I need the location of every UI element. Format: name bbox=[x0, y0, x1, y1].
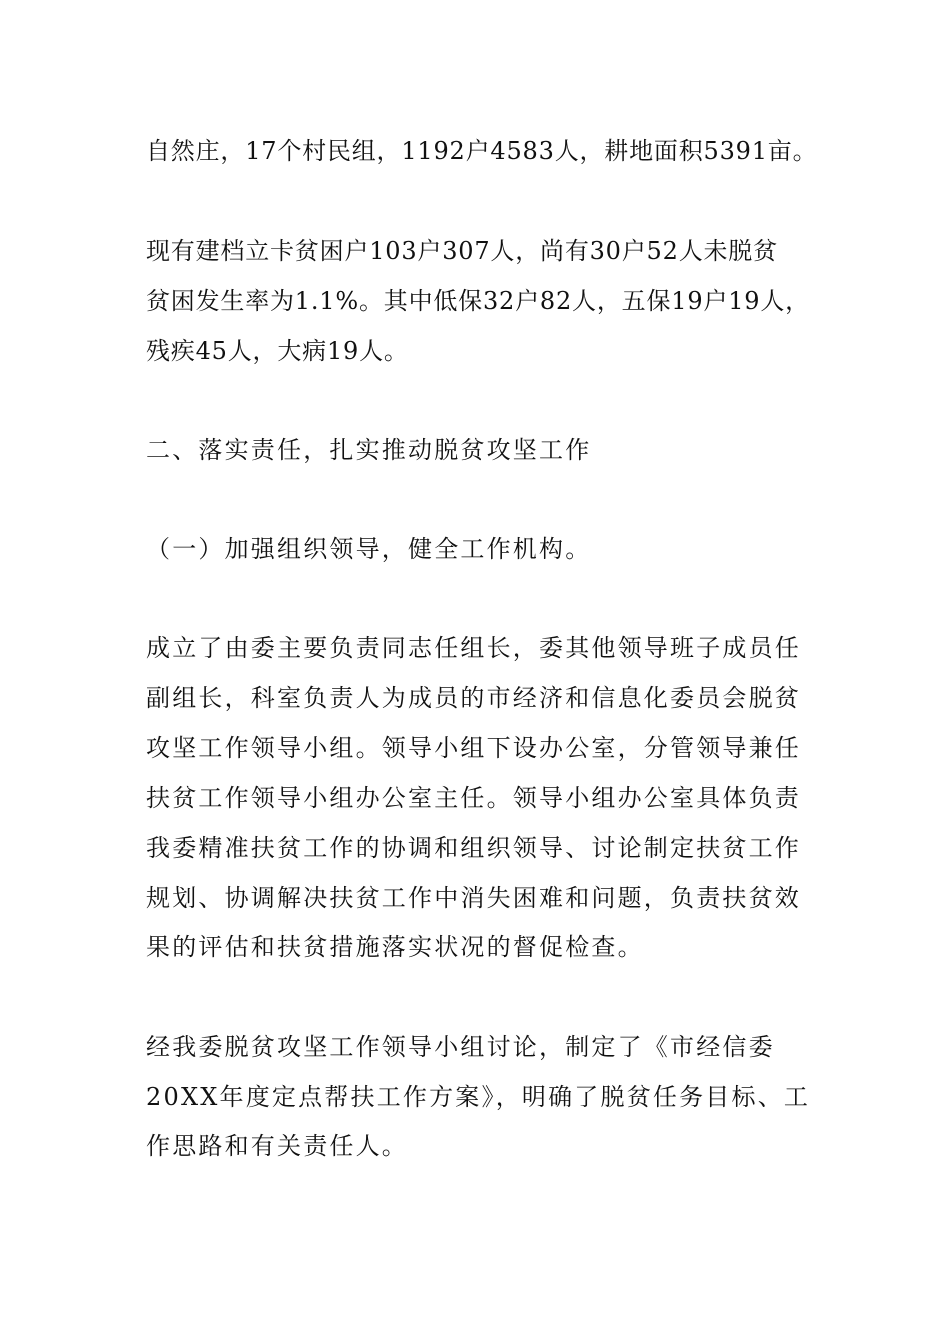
paragraph-6-line-3: 作思路和有关责任人。 bbox=[146, 1132, 408, 1160]
paragraph-5-line-4: 扶贫工作领导小组办公室主任。领导小组办公室具体负责 bbox=[146, 784, 801, 812]
paragraph-5-line-5: 我委精准扶贫工作的协调和组织领导、讨论制定扶贫工作 bbox=[146, 834, 801, 862]
paragraph-6-line-2: 20XX年度定点帮扶工作方案》，明确了脱贫任务目标、工 bbox=[146, 1083, 811, 1111]
paragraph-5-line-6: 规划、协调解决扶贫工作中消失困难和问题，负责扶贫效 bbox=[146, 884, 801, 912]
paragraph-5-line-2: 副组长，科室负责人为成员的市经济和信息化委员会脱贫 bbox=[146, 684, 801, 712]
section-heading: 二、落实责任，扎实推动脱贫攻坚工作 bbox=[146, 436, 592, 464]
paragraph-5-line-7: 果的评估和扶贫措施落实状况的督促检查。 bbox=[146, 933, 644, 961]
paragraph-5-line-3: 攻坚工作领导小组。领导小组下设办公室，分管领导兼任 bbox=[146, 734, 801, 762]
paragraph-2-line-2: 贫困发生率为1.1%。其中低保32户82人，五保19户19人， bbox=[146, 287, 810, 315]
paragraph-2-line-1: 现有建档立卡贫困户103户307人，尚有30户52人未脱贫 bbox=[146, 237, 778, 265]
paragraph-6-line-1: 经我委脱贫攻坚工作领导小组讨论，制定了《市经信委 bbox=[146, 1033, 775, 1061]
paragraph-5-line-1: 成立了由委主要负责同志任组长，委其他领导班子成员任 bbox=[146, 634, 801, 662]
subsection-heading: （一）加强组织领导，健全工作机构。 bbox=[146, 535, 592, 563]
paragraph-2-line-3: 残疾45人，大病19人。 bbox=[146, 337, 409, 365]
paragraph-1-line-1: 自然庄，17个村民组，1192户4583人，耕地面积5391亩。 bbox=[146, 137, 818, 165]
